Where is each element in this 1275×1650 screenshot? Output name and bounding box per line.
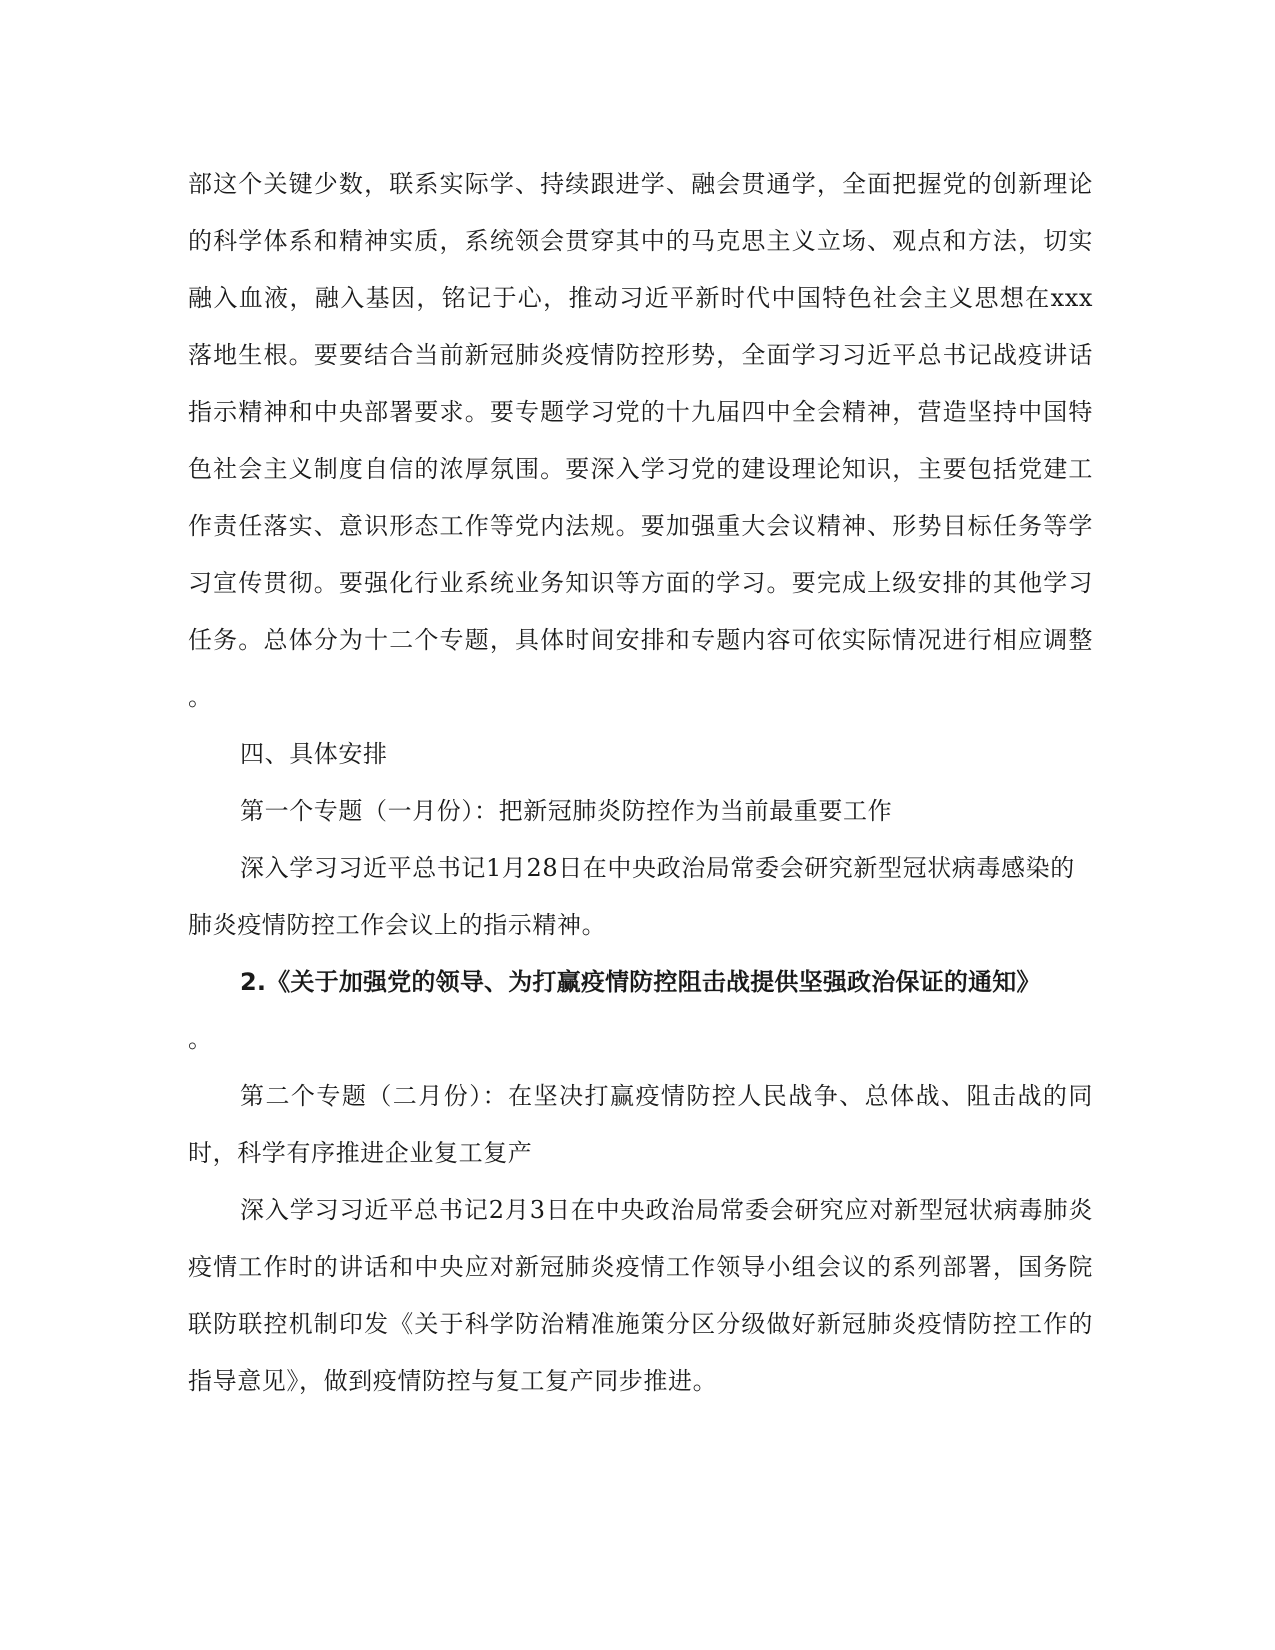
topic-1-line-2: 肺炎疫情防控工作会议上的指示精神。 xyxy=(188,911,607,939)
paragraph-1-line-5: 指示精神和中央部署要求。要专题学习党的十九届四中全会精神，营造坚持中国特 xyxy=(188,398,1093,426)
paragraph-1-line-1: 部这个关键少数，联系实际学、持续跟进学、融会贯通学，全面把握党的创新理论 xyxy=(188,170,1093,198)
paragraph-1-line-8: 习宣传贯彻。要强化行业系统业务知识等方面的学习。要完成上级安排的其他学习 xyxy=(188,569,1093,597)
topic-2-line-3: 联防联控机制印发《关于科学防治精准施策分区分级做好新冠肺炎疫情防控工作的 xyxy=(188,1310,1093,1338)
topic-1-line-1: 深入学习习近平总书记1月28日在中央政治局常委会研究新型冠状病毒感染的 xyxy=(240,854,1075,882)
paragraph-1-line-3: 融入血液，融入基因，铭记于心，推动习近平新时代中国特色社会主义思想在xxx xyxy=(188,284,1093,312)
paragraph-1-line-7: 作责任落实、意识形态工作等党内法规。要加强重大会议精神、形势目标任务等学 xyxy=(188,512,1093,540)
topic-1-item-2: 2.《关于加强党的领导、为打赢疫情防控阻击战提供坚强政治保证的通知》 xyxy=(240,968,1041,996)
topic-1-item-2-tail: 。 xyxy=(188,1025,213,1053)
topic-1-title: 第一个专题（一月份）：把新冠肺炎防控作为当前最重要工作 xyxy=(240,797,893,825)
topic-2-title-line-1: 第二个专题（二月份）：在坚决打赢疫情防控人民战争、总体战、阻击战的同 xyxy=(240,1082,1093,1110)
paragraph-1-line-4: 落地生根。要要结合当前新冠肺炎疫情防控形势，全面学习习近平总书记战疫讲话 xyxy=(188,341,1093,369)
topic-2-line-2: 疫情工作时的讲话和中央应对新冠肺炎疫情工作领导小组会议的系列部署，国务院 xyxy=(188,1253,1093,1281)
topic-2-line-4: 指导意见》，做到疫情防控与复工复产同步推进。 xyxy=(188,1367,718,1395)
paragraph-1-line-10: 。 xyxy=(188,683,213,711)
paragraph-1-line-6: 色社会主义制度自信的浓厚氛围。要深入学习党的建设理论知识，主要包括党建工 xyxy=(188,455,1093,483)
paragraph-1-line-9: 任务。总体分为十二个专题，具体时间安排和专题内容可依实际情况进行相应调整 xyxy=(188,626,1093,654)
section-heading: 四、具体安排 xyxy=(240,740,388,768)
paragraph-1-line-2: 的科学体系和精神实质，系统领会贯穿其中的马克思主义立场、观点和方法，切实 xyxy=(188,227,1093,255)
topic-2-line-1: 深入学习习近平总书记2月3日在中央政治局常委会研究应对新型冠状病毒肺炎 xyxy=(240,1196,1093,1224)
topic-2-title-line-2: 时，科学有序推进企业复工复产 xyxy=(188,1139,533,1167)
